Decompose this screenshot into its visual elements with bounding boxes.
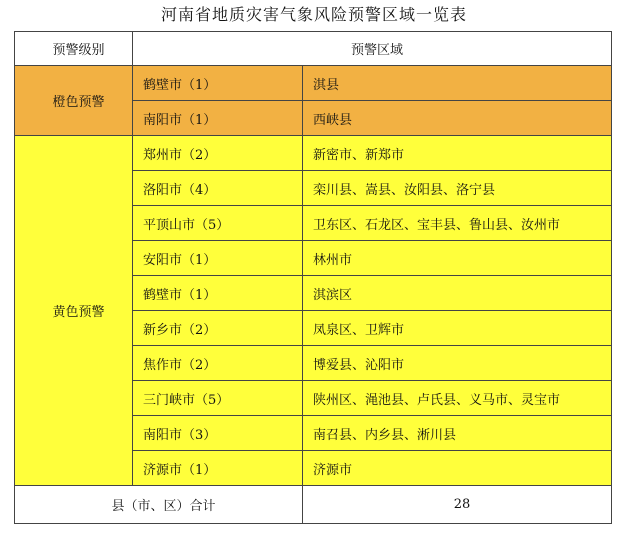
city-cell: 鹤壁市（1） xyxy=(133,276,303,311)
city-cell: 南阳市（3） xyxy=(133,416,303,451)
areas-cell: 陕州区、渑池县、卢氏县、义马市、灵宝市 xyxy=(303,381,612,416)
city-cell: 鹤壁市（1） xyxy=(133,66,303,101)
areas-cell: 南召县、内乡县、淅川县 xyxy=(303,416,612,451)
areas-cell: 凤泉区、卫辉市 xyxy=(303,311,612,346)
city-cell: 三门峡市（5） xyxy=(133,381,303,416)
orange-level-cell: 橙色预警 xyxy=(15,66,133,136)
yellow-level-cell: 黄色预警 xyxy=(15,136,133,486)
areas-cell: 博爱县、沁阳市 xyxy=(303,346,612,381)
total-value: 28 xyxy=(303,486,612,524)
areas-cell: 淇县 xyxy=(303,66,612,101)
total-label: 县（市、区）合计 xyxy=(15,486,303,524)
city-cell: 南阳市（1） xyxy=(133,101,303,136)
areas-cell: 栾川县、嵩县、汝阳县、洛宁县 xyxy=(303,171,612,206)
city-cell: 新乡市（2） xyxy=(133,311,303,346)
city-cell: 济源市（1） xyxy=(133,451,303,486)
warning-table xyxy=(14,31,612,524)
city-cell: 郑州市（2） xyxy=(133,136,303,171)
city-cell: 安阳市（1） xyxy=(133,241,303,276)
city-cell: 焦作市（2） xyxy=(133,346,303,381)
areas-cell: 西峡县 xyxy=(303,101,612,136)
total-row xyxy=(15,486,612,524)
table-row xyxy=(15,66,612,101)
header-level: 预警级别 xyxy=(15,32,133,66)
table-row xyxy=(15,136,612,171)
header-area: 预警区域 xyxy=(133,32,612,66)
areas-cell: 淇滨区 xyxy=(303,276,612,311)
areas-cell: 新密市、新郑市 xyxy=(303,136,612,171)
areas-cell: 林州市 xyxy=(303,241,612,276)
areas-cell: 济源市 xyxy=(303,451,612,486)
header-row xyxy=(15,32,612,66)
city-cell: 平顶山市（5） xyxy=(133,206,303,241)
areas-cell: 卫东区、石龙区、宝丰县、鲁山县、汝州市 xyxy=(303,206,612,241)
table-title: 河南省地质灾害气象风险预警区域一览表 xyxy=(160,5,467,24)
city-cell: 洛阳市（4） xyxy=(133,171,303,206)
